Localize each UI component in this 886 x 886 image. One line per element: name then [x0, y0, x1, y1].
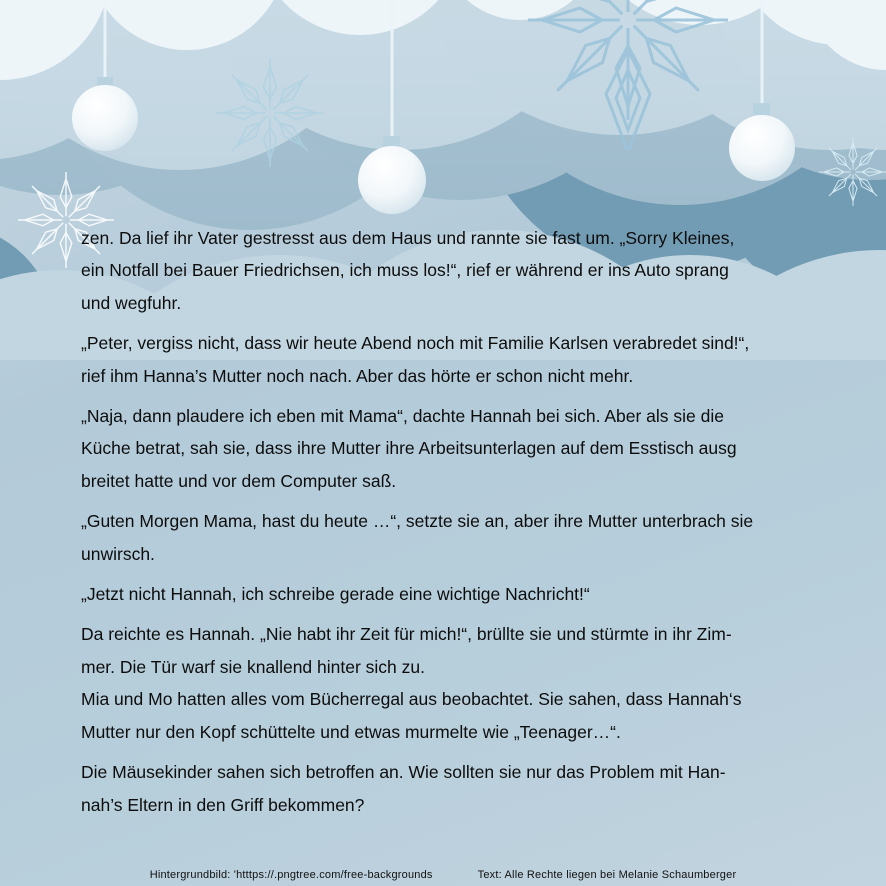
ornament-ball-icon: [72, 85, 138, 151]
ornament-string: [104, 0, 107, 80]
ornament-string: [761, 0, 764, 105]
story-line: zen. Da lief ihr Vater gestresst aus dem Haus und rannte sie fast um. „Sorry Kleines,: [81, 228, 735, 248]
story-paragraph: [81, 756, 841, 821]
ornament-ball-icon: [729, 115, 795, 181]
story-line: nah’s Eltern in den Griff bekommen?: [81, 794, 365, 815]
story-paragraph: [81, 578, 841, 610]
story-line: Küche betrat, sah sie, dass ihre Mutter ihre Arbeitsunterlagen auf dem Esstisch ausg: [81, 438, 737, 459]
story-line: „Jetzt nicht Hannah, ich schreibe gerade eine wichtige Nachricht!“: [81, 584, 590, 605]
story-line: unwirsch.: [81, 543, 155, 564]
ornament-ball-icon: [358, 146, 426, 214]
story-paragraph: [81, 400, 841, 497]
story: [81, 222, 841, 829]
story-paragraph: [81, 222, 841, 319]
story-line: „Naja, dann plaudere ich eben mit Mama“, dachte Hannah bei sich. Aber als sie die: [81, 406, 725, 427]
background-credit: Hintergrundbild: 'htttps://.pngtree.com/free-backgrounds: [149, 869, 433, 881]
story-line: ein Notfall bei Bauer Friedrichsen, ich muss los!“, rief er während er ins Auto sprang: [81, 260, 729, 281]
story-line: Mutter nur den Kopf schüttelte und etwas murmelte wie „Teenager…“.: [81, 721, 621, 742]
ornament-cap: [753, 103, 770, 115]
story-paragraph: [81, 618, 841, 748]
story-line: breitet hatte und vor dem Computer saß.: [81, 470, 397, 491]
footer-credits: [0, 869, 886, 881]
story-line: rief ihm Hanna’s Mutter noch nach. Aber das hörte er schon nicht mehr.: [81, 365, 634, 386]
story-line: mer. Die Tür warf sie knallend hinter sich zu.: [81, 656, 425, 677]
story-line: „Peter, vergiss nicht, dass wir heute Abend noch mit Familie Karlsen verabredet sind!“,: [81, 333, 750, 354]
story-line: Mia und Mo hatten alles vom Bücherregal aus beobachtet. Sie sahen, dass Hannah‘s: [81, 689, 742, 710]
story-line: Die Mäusekinder sahen sich betroffen an. Wie sollten sie nur das Problem mit Han-: [81, 762, 726, 783]
story-paragraph: [81, 505, 841, 570]
ornament-string: [391, 0, 394, 138]
story-paragraph: [81, 327, 841, 392]
story-line: Da reichte es Hannah. „Nie habt ihr Zeit für mich!“, brüllte sie und stürmte in ihr Zim-: [81, 624, 732, 645]
text-credit: Text: Alle Rechte liegen bei Melanie Schaumberger: [477, 869, 737, 881]
story-line: und wegfuhr.: [81, 292, 182, 313]
story-line: „Guten Morgen Mama, hast du heute …“, setzte sie an, aber ihre Mutter unterbrach sie: [81, 511, 754, 532]
